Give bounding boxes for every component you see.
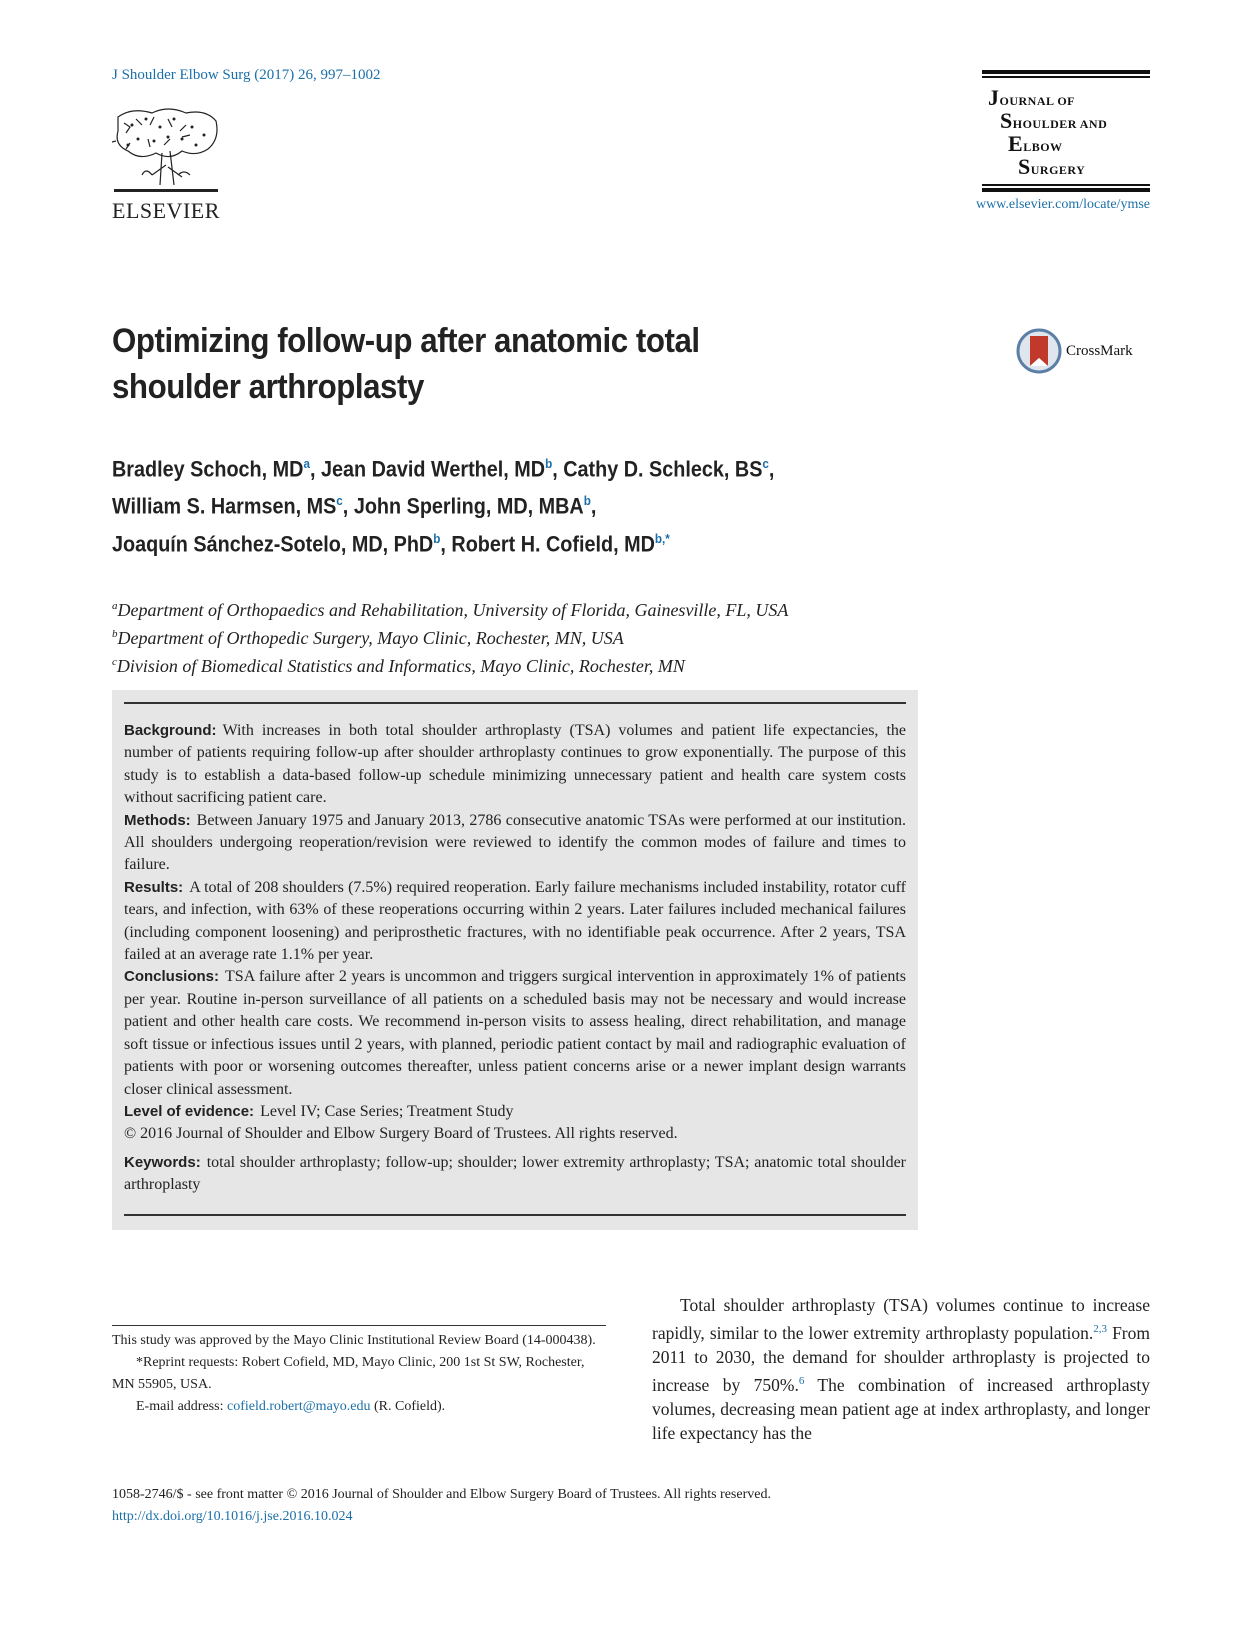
affiliation-marker[interactable]: b,* — [654, 530, 670, 546]
abstract-rule — [124, 702, 906, 704]
abstract-conclusions: Conclusions: TSA failure after 2 years is uncommon and triggers surgical intervention in approximately 1% of patients per year. Routine in-person surveillance of all patients on a scheduled basis may not be necessary and would increase patient and other health care costs. We recommend in-person visits to assess healing, direct rehabilitation, and manage soft tissue or infectious issues until 2 years, with planned, periodic patient contact by mail and radiographic evaluation of patients with poor or worsening outcomes thereafter, unless patient concerns arise or a newer implant design warrants closer clinical assessment. — [124, 968, 906, 1098]
elsevier-tree-icon — [112, 105, 220, 195]
journal-logo-line: ELBOW — [1008, 131, 1063, 156]
email-link[interactable]: cofield.robert@mayo.edu — [226, 1399, 371, 1414]
body-text-column: Total shoulder arthroplasty (TSA) volumes continue to increase rapidly, similar to the lower extremity arthroplasty population.$^{2,3}$ From 2011 to 2030, the demand for shoulder arthroplasty is projected to increase by 750%.$^6$ The combination of increased arthroplasty volumes, decreasing mean patient age at index arthroplasty, and longer life expectancy has the — [652, 1295, 1150, 1443]
abstract-panel — [112, 690, 918, 1230]
journal-logo-line: SHOULDER AND — [1000, 108, 1108, 133]
abstract-rule — [124, 1214, 906, 1216]
author-name: Bradley Schoch, MD — [112, 456, 304, 482]
journal-logo-rule — [982, 184, 1150, 186]
author-name: Joaquín Sánchez-Sotelo, MD, PhD — [112, 530, 434, 556]
journal-logo-line: SURGERY — [1018, 154, 1086, 179]
journal-logo-rule — [982, 70, 1150, 74]
crossmark-icon — [1016, 328, 1062, 374]
doi-link[interactable]: http://dx.doi.org/10.1016/j.jse.2016.10.024 — [112, 1509, 353, 1524]
author-name: John Sperling, MD, MBA — [353, 493, 584, 519]
reference-link[interactable]: 6 — [798, 1374, 805, 1387]
abstract-evidence: Level of evidence: Level IV; Case Series; Treatment Study — [124, 1102, 514, 1120]
footnotes — [112, 1330, 606, 1418]
journal-url-link[interactable]: www.elsevier.com/locate/ymse — [975, 197, 1150, 212]
crossmark-label: CrossMark — [1066, 342, 1133, 359]
affiliation-marker[interactable]: b — [433, 530, 441, 546]
affiliation-item: $^c$Division of Biomedical Statistics and Informatics, Mayo Clinic, Rochester, MN — [112, 656, 685, 676]
journal-citation[interactable]: J Shoulder Elbow Surg (2017) 26, 997–1002 — [112, 67, 381, 83]
affiliation-marker[interactable]: c — [762, 456, 769, 471]
affiliation-marker[interactable]: b — [583, 493, 591, 509]
footnote-email: E-mail address: cofield.robert@mayo.edu (R. Cofield). — [136, 1399, 446, 1414]
journal-logo-rule — [982, 76, 1150, 78]
affiliation-marker[interactable]: c — [336, 493, 343, 509]
abstract-background: Background: With increases in both total shoulder arthroplasty (TSA) volumes and patient life expectancies, the number of patients requiring follow-up after shoulder arthroplasty continues to grow exponentially. The purpose of this study is to establish a data-based follow-up schedule minimizing unnecessary patient and health care system costs without sacrificing patient care. — [124, 722, 906, 807]
footnote-divider — [112, 1325, 606, 1326]
article-title: Optimizing follow-up after anatomic total shoulder arthroplasty — [112, 322, 700, 406]
affiliation-item: $^b$Department of Orthopedic Surgery, Mayo Clinic, Rochester, MN, USA — [112, 628, 624, 648]
journal-logo-rule — [982, 188, 1150, 192]
abstract-keywords: Keywords: total shoulder arthroplasty; follow-up; shoulder; lower extremity arthroplasty; TSA; anatomic total shoulder arthroplasty — [124, 1153, 906, 1194]
author-name: Jean David Werthel, MD — [320, 456, 546, 482]
abstract-copyright: © 2016 Journal of Shoulder and Elbow Surgery Board of Trustees. All rights reserved. — [124, 1125, 678, 1143]
elsevier-logo — [112, 105, 220, 223]
journal-logo — [982, 70, 1150, 194]
author-name: William S. Harmsen, MS — [112, 493, 337, 519]
journal-logo-line: JOURNAL OF — [988, 85, 1076, 110]
reference-link[interactable]: 2,3 — [1093, 1323, 1108, 1335]
crossmark-button[interactable] — [1016, 328, 1133, 374]
affiliation-marker[interactable]: a — [303, 456, 310, 471]
author-name: Cathy D. Schleck, BS — [563, 456, 763, 482]
affiliation-item: $^a$Department of Orthopaedics and Rehabilitation, University of Florida, Gainesville, FL, USA — [112, 600, 789, 620]
abstract-methods: Methods: Between January 1975 and January 2013, 2786 consecutive anatomic TSAs were performed at our institution. All shoulders undergoing reoperation/revision were reviewed to identify the common modes of failure and times to failure. — [124, 811, 906, 874]
abstract-results: Results: A total of 208 shoulders (7.5%) required reoperation. Early failure mechanisms included instability, rotator cuff tears, and infection, with 63% of these reoperations occurring within 2 years. Later failures included mechanical failures (including component loosening) and periprosthetic fractures, with no identifiable peak occurrence. After 2 years, TSA failed at an average rate 1.1% per year. — [124, 878, 906, 964]
affiliations — [112, 594, 788, 678]
author-name: Robert H. Cofield, MD — [451, 530, 655, 556]
footnote-irb: This study was approved by the Mayo Clinic Institutional Review Board (14-000438). — [112, 1333, 596, 1348]
front-matter-text: 1058-2746/$ - see front matter © 2016 Journal of Shoulder and Elbow Surgery Board of Trustees. All rights reserved. — [112, 1487, 771, 1502]
author-list: Bradley Schoch, $MD^a$, Jean David Werthel, $MD^b$, Cathy D. Schleck, $BS^c$, William S. Harmsen, $MS^c$, John Sperling, MD, MBA$^b$, Joaquín Sánchez-Sotelo, MD, PhD$^b$, Robert H. Cofield, $MD^{b,*}$ — [112, 456, 775, 556]
elsevier-wordmark: ELSEVIER — [112, 198, 220, 223]
affiliation-marker[interactable]: b — [545, 456, 553, 471]
footnote-reprint: *Reprint requests: Robert Cofield, MD, Mayo Clinic, 200 1st St SW, Rochester, MN 55905, USA. — [112, 1355, 585, 1392]
front-matter — [112, 1484, 771, 1528]
